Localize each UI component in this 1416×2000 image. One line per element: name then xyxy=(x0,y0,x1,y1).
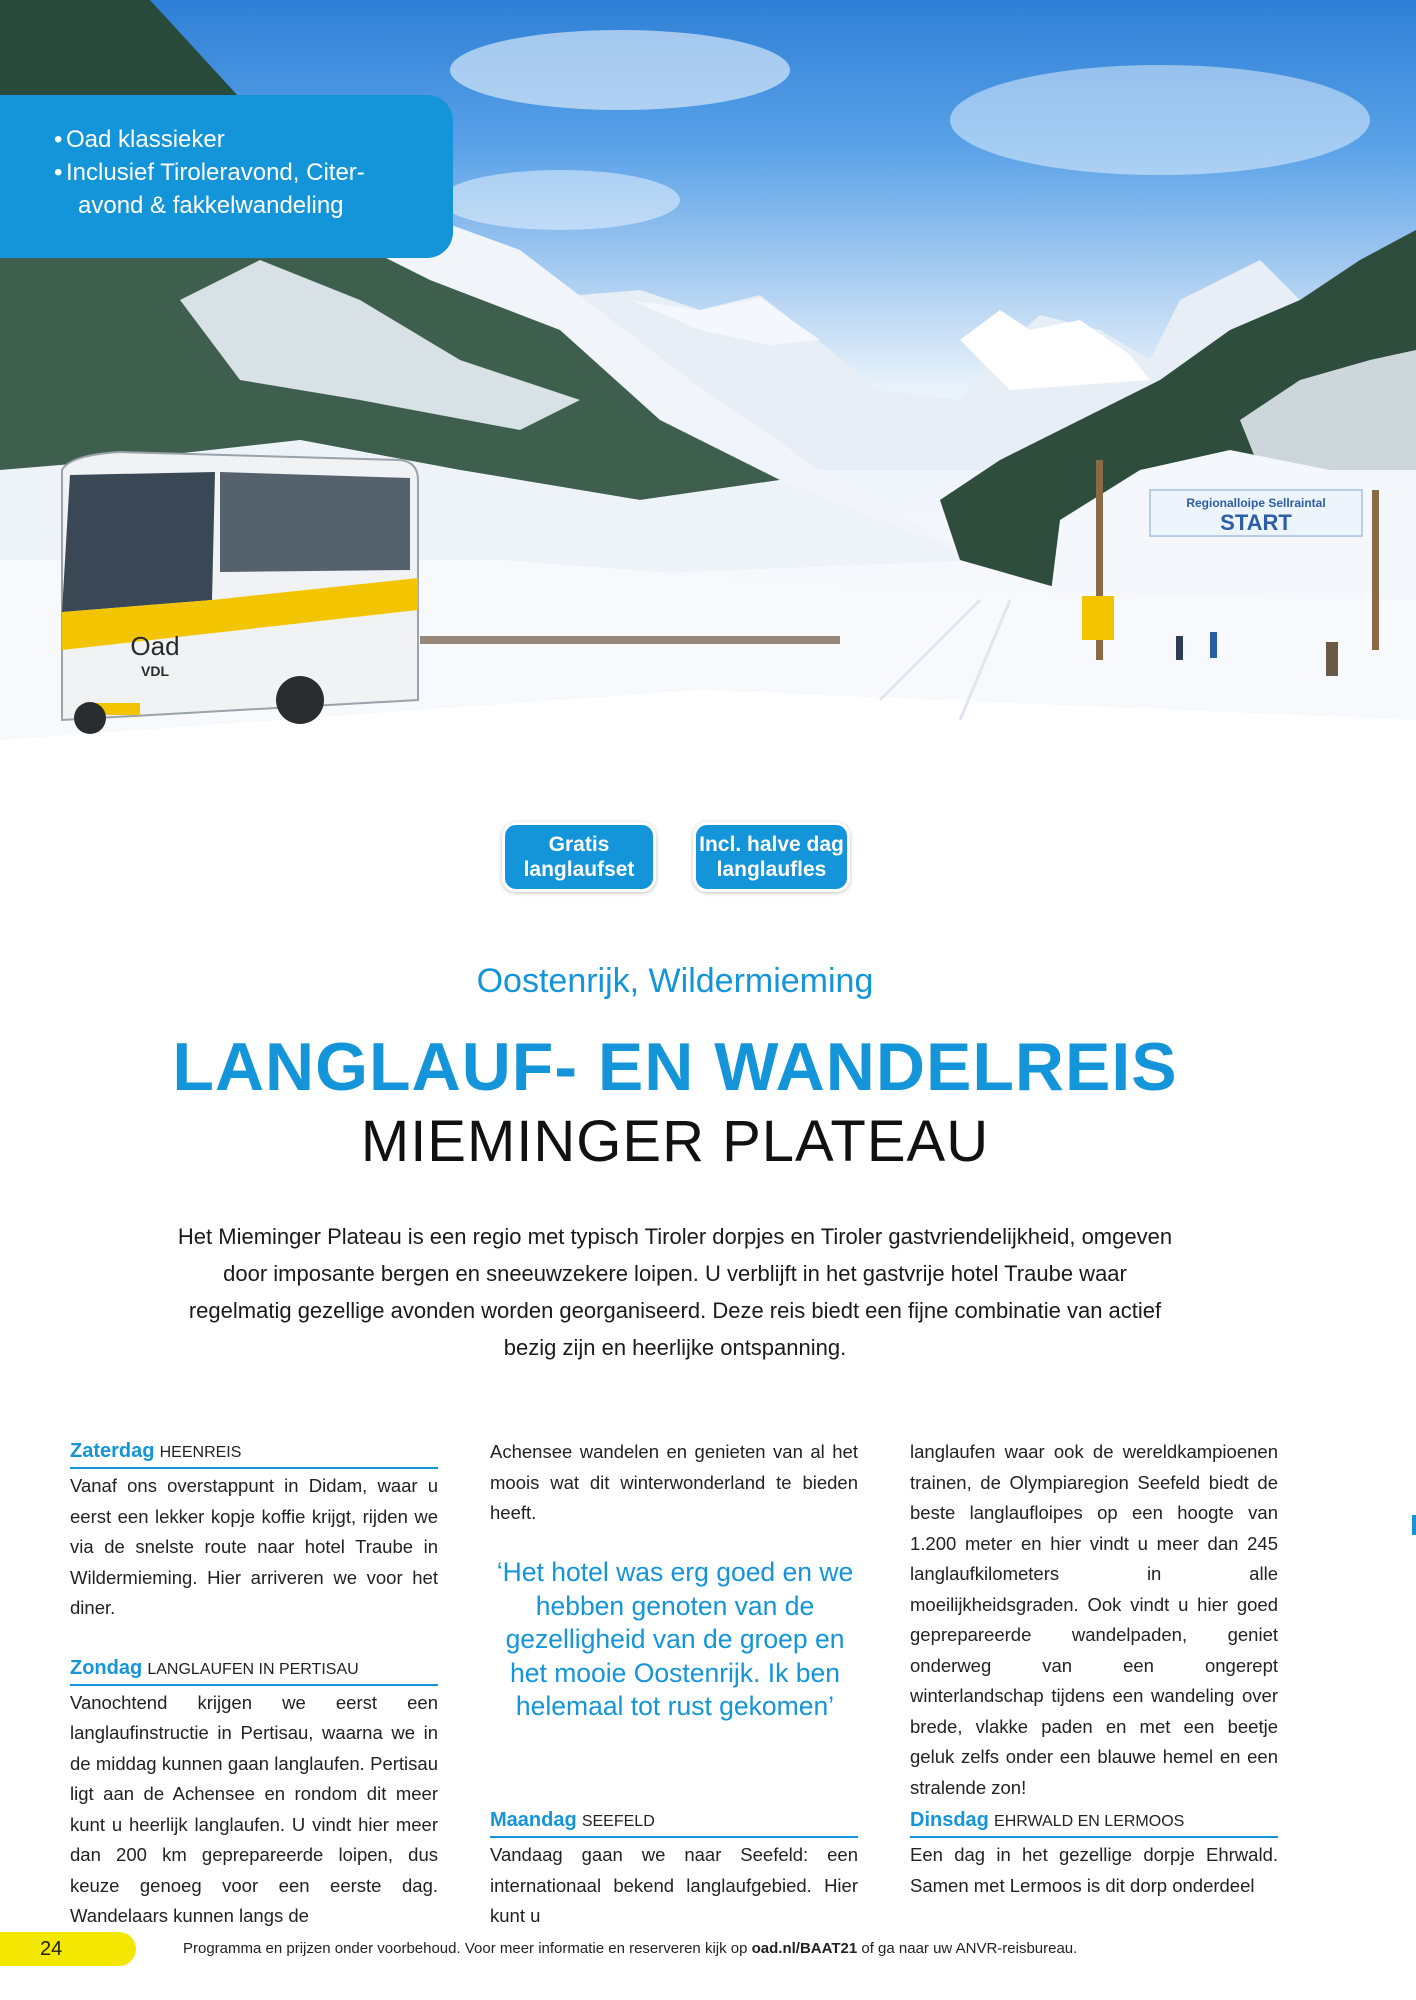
day-heading-zaterdag xyxy=(70,1437,438,1469)
badge-line: langlaufset xyxy=(523,858,635,881)
photo-caption: Pertisau xyxy=(74,896,133,913)
day-name: Maandag xyxy=(490,1809,577,1831)
start-banner-line1: Regionalloipe Sellraintal xyxy=(1186,496,1326,510)
intro-paragraph: Het Mieminger Plateau is een regio met typisch Tiroler dorpjes en Tiroler gastvriendelijkheid, omgeven door imposante bergen en sneeuwzekere loipen. U verblijft in het gastvrije hotel Traube waar regelmatig gezellige avonden worden georganiseerd. Deze reis biedt een fijne combinatie van actief bezig zijn en heerlijke ontspanning. xyxy=(177,1224,1173,1360)
text-column-3-lower xyxy=(910,1806,1278,1901)
page-title-secondary: MIEMINGER PLATEAU xyxy=(360,1109,990,1174)
day-text-maandag-continued: langlaufen waar ook de wereldkampioenen trainen, de Olympiaregion Seefeld biedt de beste langlaufloipes op een hoogte van 1.200 meter en hier vindt u meer dan 245 langlaufkilometers in alle moeilijkheidsgraden. Ook vindt u hier goed geprepareerde wandelpaden, geniet onderweg van een ongerept winterlandschap tijdens een wandeling over brede, vlakke paden en met een beetje geluk zelfs onder een blauwe hemel en een stralende zon! xyxy=(910,1441,1278,1798)
footer-link[interactable]: oad.nl/BAAT21 xyxy=(751,1940,858,1957)
destination-subtitle: Oostenrijk, Wildermieming xyxy=(476,962,874,1000)
bus-illustration xyxy=(62,452,418,734)
hero-photo xyxy=(0,0,1416,922)
badge-line: Incl. halve dag xyxy=(699,833,844,856)
footer-note xyxy=(183,1940,1077,1957)
day-text-maandag: Vandaag gaan we naar Seefeld: een internationaal bekend langlaufgebied. Hier kunt u xyxy=(490,1844,858,1926)
day-heading-maandag xyxy=(490,1806,858,1838)
day-text-dinsdag: Een dag in het gezellige dorpje Ehrwald. Samen met Lermoos is dit dorp onderdeel xyxy=(910,1844,1278,1896)
highlight-item: • Inclusief Tiroleravond, Citer- xyxy=(66,156,433,189)
testimonial-quote: ‘Het hotel was erg goed en we hebben genoten van de gezelligheid van de groep en het mooie Oostenrijk. Ik ben helemaal tot rust gekomen’ xyxy=(496,1557,854,1721)
day-topic: SEEFELD xyxy=(581,1813,655,1830)
page-title: LANGLAUF- EN WANDELREIS xyxy=(172,1029,1178,1105)
day-heading-dinsdag xyxy=(910,1806,1278,1838)
day-topic: HEENREIS xyxy=(159,1444,242,1461)
day-topic: EHRWALD EN LERMOOS xyxy=(994,1813,1185,1830)
text-column-3 xyxy=(910,1437,1278,1803)
day-text-zaterdag: Vanaf ons overstappunt in Didam, waar u eerst een lekker kopje koffie krijgt, rijden we via de snelste route naar hotel Traube in Wildermieming. Hier arriveren we voor het diner. xyxy=(70,1475,438,1618)
text-column-1 xyxy=(70,1437,438,1932)
footer-text: Programma en prijzen onder voorbehoud. Voor meer informatie en reserveren kijk op xyxy=(183,1940,752,1957)
highlight-item: • Oad klassieker xyxy=(66,123,433,156)
day-topic: LANGLAUFEN IN PERTISAU xyxy=(147,1660,359,1678)
text-column-2-lower xyxy=(490,1806,858,1932)
highlight-item-continued: avond & fakkelwandeling xyxy=(78,192,344,219)
day-text-zondag-continued: Achensee wandelen en genieten van al het moois wat dit winterwonderland te bieden heeft. xyxy=(490,1441,858,1523)
day-name: Dinsdag xyxy=(910,1809,989,1831)
badge-gratis-langlaufset xyxy=(502,822,656,892)
footer-text-end: of ga naar uw ANVR-reisbureau. xyxy=(857,1940,1078,1957)
day-name: Zaterdag xyxy=(70,1440,155,1462)
page-number: 24 xyxy=(0,1932,136,1966)
bus-maker-text: VDL xyxy=(141,663,169,679)
bus-brand-text: Oad xyxy=(130,631,180,661)
start-banner-line2: START xyxy=(1220,510,1292,535)
day-name: Zondag xyxy=(70,1656,143,1679)
badge-line: langlaufles xyxy=(716,858,827,881)
badge-line: Gratis xyxy=(548,833,610,856)
text-column-2 xyxy=(490,1437,858,1529)
badge-halve-dag-langlaufles xyxy=(693,822,850,892)
day-heading-zondag xyxy=(70,1654,438,1686)
edge-marker xyxy=(1412,1515,1416,1535)
highlights-tab xyxy=(0,95,453,258)
day-text-zondag: Vanochtend krijgen we eerst een langlaufinstructie in Pertisau, waarna we in de middag kunnen gaan langlaufen. Pertisau ligt aan de Achensee en rondom dit meer kunt u heerlijk langlaufen. U vindt hier meer dan 200 km geprepareerde loipen, dus keuze genoeg voor een eerste dag. Wandelaars kunnen langs de xyxy=(70,1691,438,1926)
